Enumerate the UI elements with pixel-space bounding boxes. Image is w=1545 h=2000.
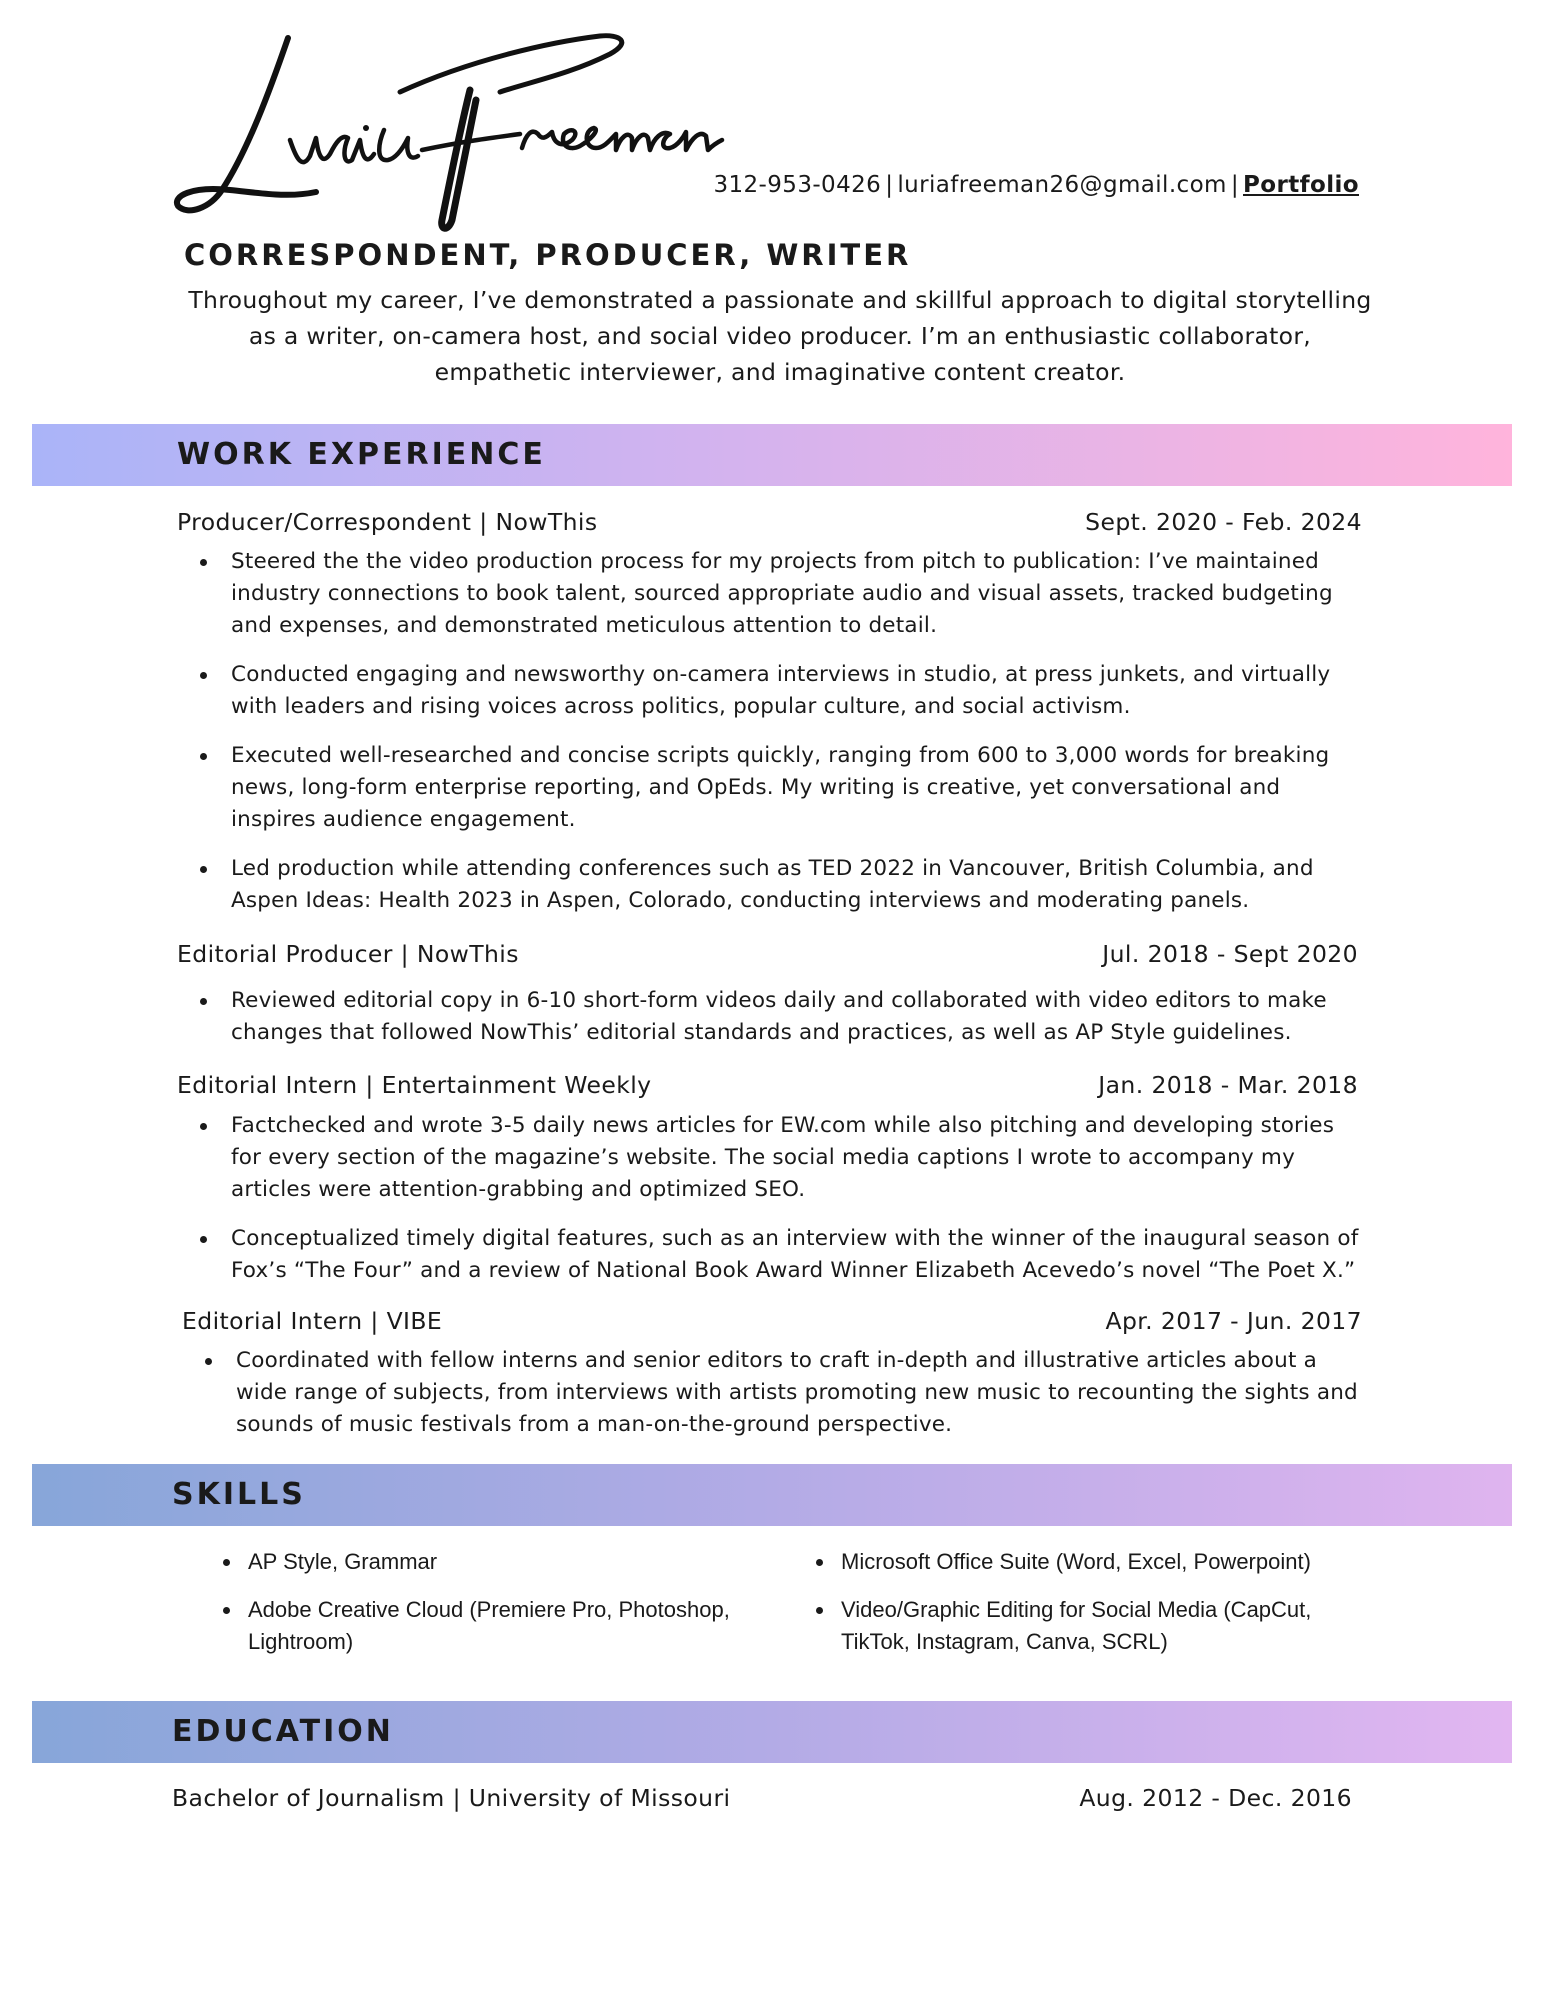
list-item: Conducted engaging and newsworthy on-camera interviews in studio, at press junkets, and virtually with leaders and rising voices across politics, popular culture, and social activism. xyxy=(178,659,1368,723)
skills-list-left xyxy=(218,1546,758,1674)
job-bullets xyxy=(178,1110,1368,1304)
job-dates: Jul. 2018 - Sept 2020 xyxy=(1102,940,1358,968)
contact-separator: | xyxy=(1230,172,1240,198)
job-bullets xyxy=(178,546,1368,934)
job-title: Producer/Correspondent | NowThis xyxy=(177,508,598,536)
headline: CORRESPONDENT, PRODUCER, WRITER xyxy=(184,238,912,272)
section-band-work xyxy=(32,424,1512,486)
list-item: Conceptualized timely digital features, such as an interview with the winner of the inaugural season of Fox’s “The Four” and a review of National Book Award Winner Elizabeth Acevedo’s novel “The Poet X.” xyxy=(178,1223,1368,1287)
contact-separator: | xyxy=(885,172,894,198)
summary: Throughout my career, I’ve demonstrated a passionate and skillful approach to digital storytelling as a writer, on-camera host, and social video producer. I’m an enthusiastic collaborator, empathetic interviewer, and imaginative content creator. xyxy=(188,286,1372,386)
section-heading-work: WORK EXPERIENCE xyxy=(177,437,546,472)
job-dates: Sept. 2020 - Feb. 2024 xyxy=(1085,508,1362,536)
job-title: Editorial Intern | VIBE xyxy=(182,1307,443,1335)
list-item: Steered the the video production process for my projects from pitch to publication: I’ve maintained industry connections to book talent, sourced appropriate audio and visual assets, tracked budgeting and expenses, and demonstrated meticulous attention to detail. xyxy=(178,546,1368,642)
skills-list-right xyxy=(811,1546,1351,1674)
list-item: Factchecked and wrote 3-5 daily news articles for EW.com while also pitching and developing stories for every section of the magazine’s website. The social media captions I wrote to accompany my articles were attention-grabbing and optimized SEO. xyxy=(178,1110,1368,1206)
section-band-skills xyxy=(32,1464,1512,1526)
skill-item: AP Style, Grammar xyxy=(218,1546,758,1578)
section-heading-education: EDUCATION xyxy=(172,1714,394,1749)
email-address[interactable]: luriafreeman26@gmail.com xyxy=(897,172,1227,198)
education-dates: Aug. 2012 - Dec. 2016 xyxy=(1079,1784,1352,1812)
job-title: Editorial Intern | Entertainment Weekly xyxy=(177,1071,652,1099)
section-heading-skills: SKILLS xyxy=(172,1477,306,1512)
list-item: Reviewed editorial copy in 6-10 short-form videos daily and collaborated with video editors to make changes that followed NowThis’ editorial standards and practices, as well as AP Style guidelines. xyxy=(178,985,1368,1049)
list-item: Coordinated with fellow interns and senior editors to craft in-depth and illustrative articles about a wide range of subjects, from interviews with artists promoting new music to recounting the sights and sounds of music festivals from a man-on-the-ground perspective. xyxy=(183,1345,1373,1441)
job-bullets xyxy=(178,985,1368,1066)
phone-number: 312-953-0426 xyxy=(713,172,882,198)
skill-item: Adobe Creative Cloud (Premiere Pro, Photoshop, Lightroom) xyxy=(218,1594,758,1658)
portfolio-link[interactable]: Portfolio xyxy=(1243,172,1359,198)
list-item: Executed well-researched and concise scripts quickly, ranging from 600 to 3,000 words for breaking news, long-form enterprise reporting, and OpEds. My writing is creative, yet conversational and inspires audience engagement. xyxy=(178,740,1368,836)
job-title: Editorial Producer | NowThis xyxy=(177,940,519,968)
contact-line xyxy=(713,172,1359,198)
skill-item: Video/Graphic Editing for Social Media (CapCut, TikTok, Instagram, Canva, SCRL) xyxy=(811,1594,1351,1658)
list-item: Led production while attending conferences such as TED 2022 in Vancouver, British Columbia, and Aspen Ideas: Health 2023 in Aspen, Colorado, conducting interviews and moderating panels. xyxy=(178,853,1368,917)
name-signature xyxy=(170,30,810,240)
section-band-education xyxy=(32,1701,1512,1763)
education-degree: Bachelor of Journalism | University of Missouri xyxy=(172,1784,731,1812)
job-dates: Apr. 2017 - Jun. 2017 xyxy=(1105,1307,1362,1335)
job-dates: Jan. 2018 - Mar. 2018 xyxy=(1098,1071,1358,1099)
job-bullets xyxy=(183,1345,1373,1458)
skill-item: Microsoft Office Suite (Word, Excel, Powerpoint) xyxy=(811,1546,1351,1578)
